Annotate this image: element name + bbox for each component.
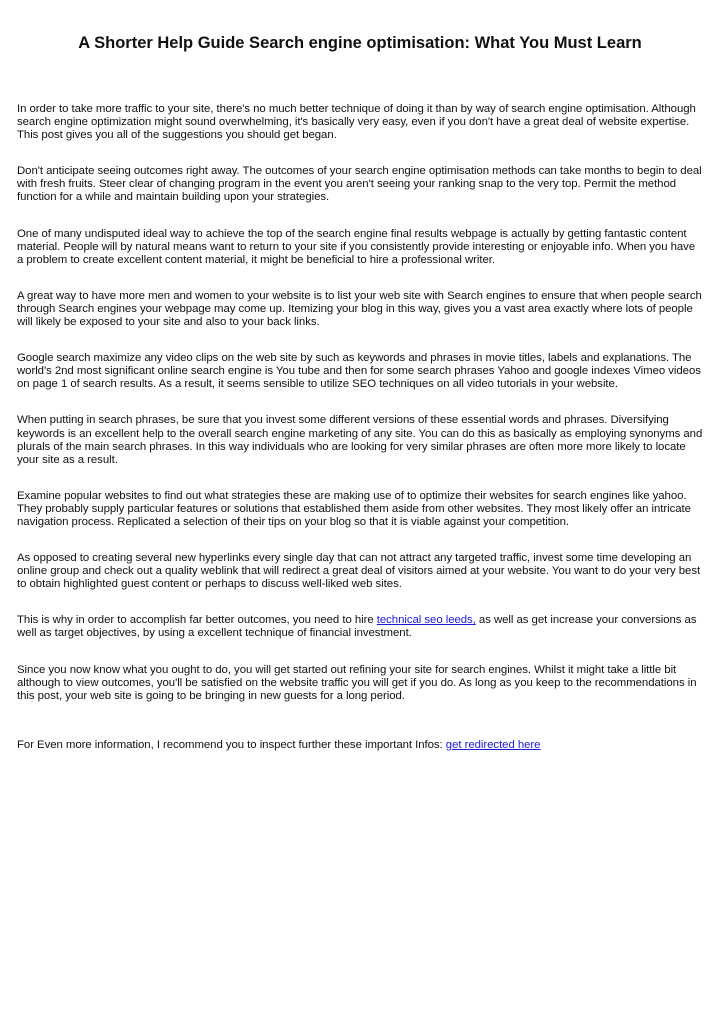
paragraph-footer — [17, 739, 703, 752]
paragraph-6: When putting in search phrases, be sure that you invest some different versions of these essential words and phrases. Diversifying keywords is an excellent help to the overall search engine marketing of any site. You can do this as basically as employing synonyms and plurals of the main search phrases. In this way individuals who are looking for very similar phrases are often more more likely to locate your site as a result. — [17, 414, 703, 466]
paragraph-5: Google search maximize any video clips on the web site by such as keywords and phrases in movie titles, labels and explanations. The world's 2nd most significant online search engine is You tube and then for some search phrases Yahoo and google indexes Vimeo videos on page 1 of search results. As a result, it seems sensible to utilize SEO techniques on all video tutorials in your website. — [17, 352, 701, 391]
link-paragraph-after: as well as get increase your conversions as well as target objectives, by using a excellent technique of financial investment. — [17, 614, 697, 640]
document-title: A Shorter Help Guide Search engine optimisation: What You Must Learn — [78, 34, 642, 52]
document-body — [17, 103, 703, 752]
paragraph-7: Examine popular websites to find out what strategies these are making use of to optimize their websites for search engines like yahoo. They probably supply particular features or solutions that established them aside from other websites. They most likely offer an intricate navigation process. Replicated a selection of their tips on your blog so that it is viable against your competition. — [17, 489, 691, 528]
link-paragraph-before: This is why in order to accomplish far better outcomes, you need to hire — [17, 614, 377, 627]
paragraph-closing: Since you now know what you ought to do, you will get started out refining your site for search engines. Whilst it might take a little bit although to view outcomes, you'll be satisfied on the website traffic you will get if you do. As long as you keep to the recommendations in this post, your web site is going to be bringing in new guests for a long period. — [17, 663, 697, 702]
paragraph-link — [17, 614, 703, 640]
paragraph-1: In order to take more traffic to your site, there's no much better technique of doing it than by way of search engine optimisation. Although search engine optimization might sound overwhelming, it's basically very easy, even if you don't have a great deal of website expertise. This post gives you all of the suggestions you should get began. — [17, 103, 696, 142]
paragraph-3: One of many undisputed ideal way to achieve the top of the search engine final results webpage is actually by getting fantastic content material. People will by natural means want to return to your site if you consistently provide interesting or enjoyable info. When you have a problem to create excellent content material, it might be beneficial to hire a professional writer. — [17, 227, 696, 266]
paragraph-4: A great way to have more men and women to your website is to list your web site with Search engines to ensure that when people search through Search engines your webpage may come up. Itemizing your blog in this way, gives you a vast area exactly where lots of people will likely be exposed to your site and also to your back links. — [17, 289, 702, 329]
technical-seo-leeds-link[interactable]: technical seo leeds, — [376, 614, 476, 627]
paragraph-2: Don't anticipate seeing outcomes right away. The outcomes of your search engine optimisation methods can take months to begin to deal with fresh fruits. Steer clear of changing program in the event you aren't seeing your ranking snap to the very top. Permit the method function for a while and maintain building upon your strategies. — [17, 165, 702, 204]
get-redirected-here-link[interactable]: get redirected here — [445, 738, 541, 751]
footer-paragraph-before: For Even more information, I recommend you to inspect further these important Infos: — [17, 738, 446, 751]
paragraph-8: As opposed to creating several new hyperlinks every single day that can not attract any targeted traffic, invest some time developing an online group and check out a quality weblink that will redirect a great deal of visitors aimed at your website. You want to do your very best to obtain highlighted guest content or perhaps to discuss well-liked web sites. — [17, 552, 701, 591]
